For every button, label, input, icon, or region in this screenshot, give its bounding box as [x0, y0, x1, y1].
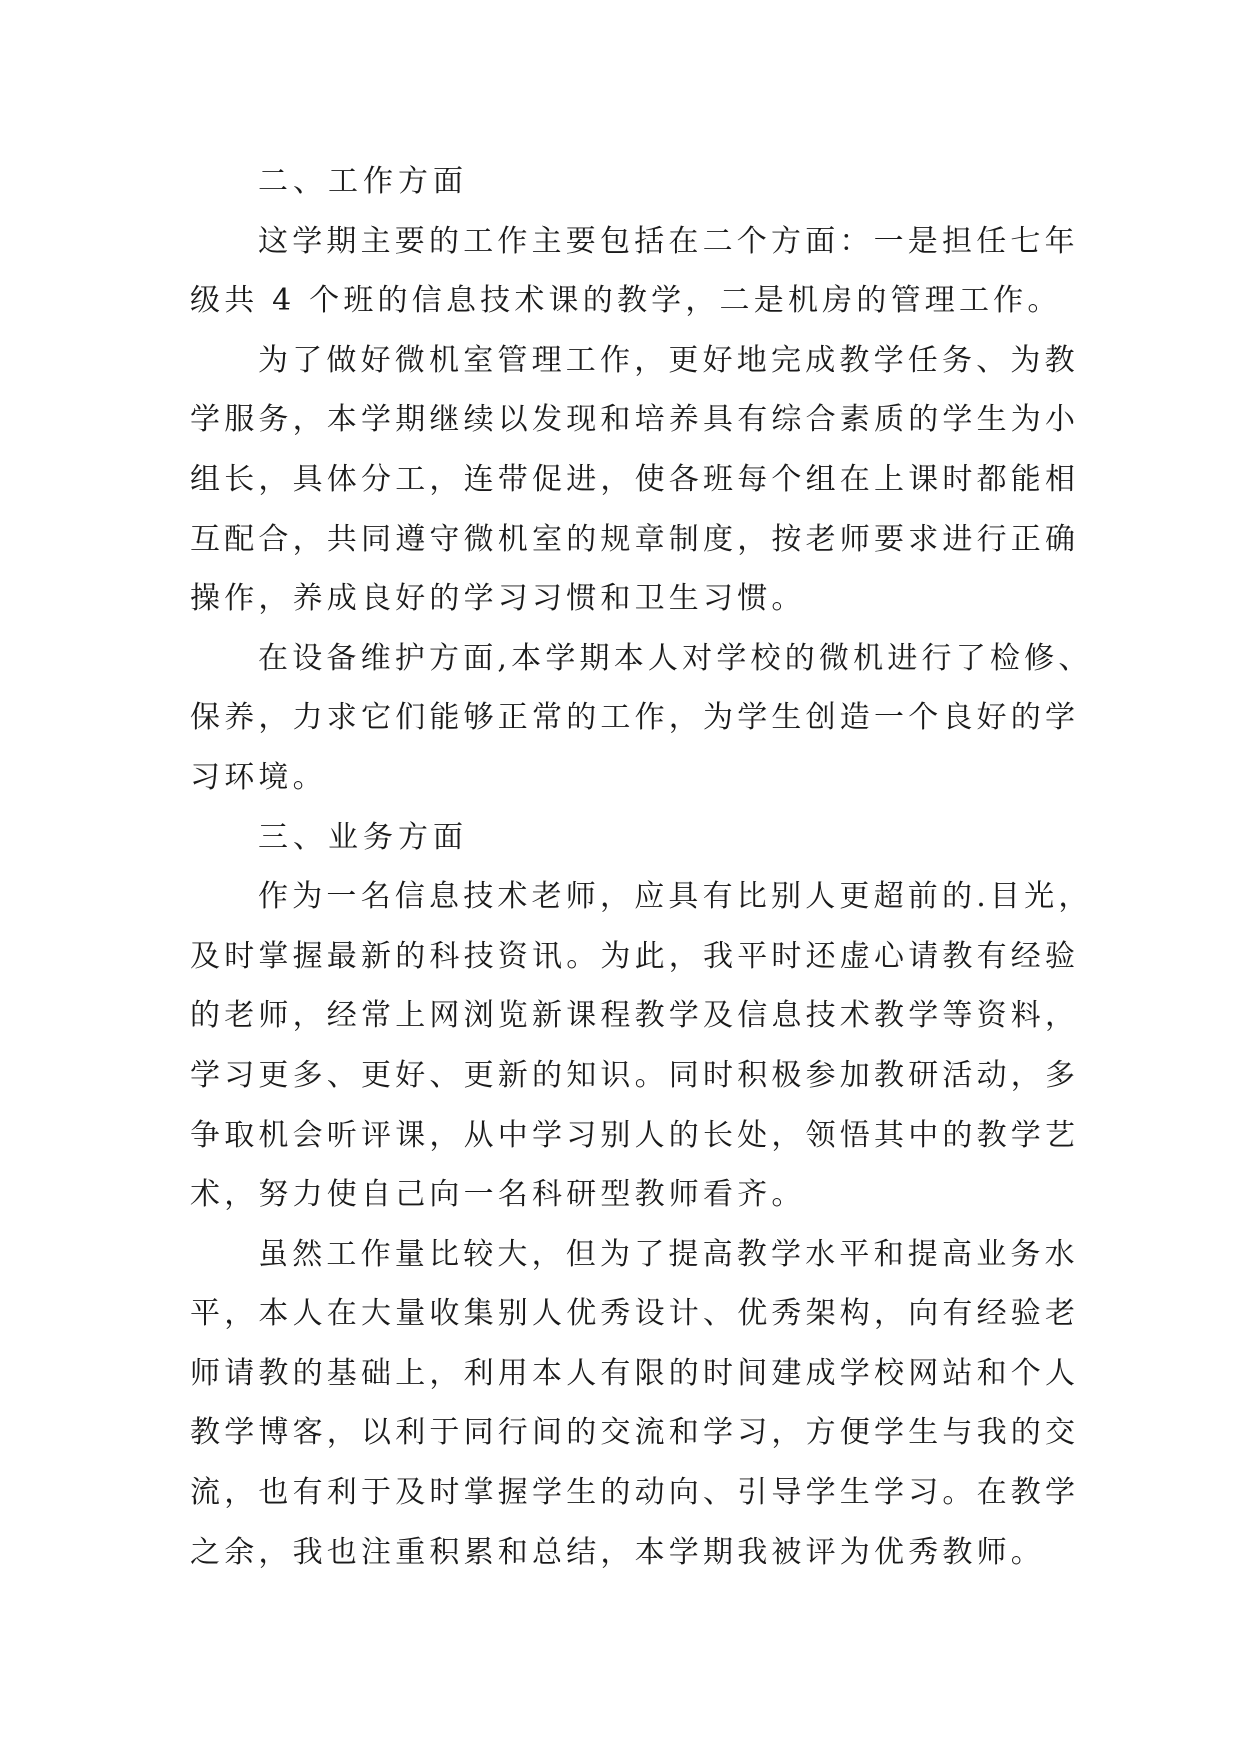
- paragraph-lab-management: [190, 331, 1080, 629]
- paragraph-line: 及时掌握最新的科技资讯。为此，我平时还虚心请教有经验: [190, 938, 1080, 974]
- paragraph-line: 师请教的基础上，利用本人有限的时间建成学校网站和个人: [190, 1355, 1080, 1391]
- paragraph-line: 习环境。: [190, 759, 327, 795]
- paragraph-line: 作为一名信息技术老师，应具有比别人更超前的.目光，: [258, 879, 1093, 915]
- paragraph-line: 这学期主要的工作主要包括在二个方面：一是担任七年: [258, 223, 1079, 259]
- heading-line: 三、业务方面: [258, 819, 468, 855]
- heading-line: 二、工作方面: [258, 164, 468, 199]
- paragraph-line: 争取机会听评课，从中学习别人的长处，领悟其中的教学艺: [190, 1117, 1080, 1153]
- paragraph-line: 的老师，经常上网浏览新课程教学及信息技术教学等资料，: [190, 998, 1080, 1034]
- paragraph-line: 平，本人在大量收集别人优秀设计、优秀架构，向有经验老: [190, 1296, 1080, 1332]
- paragraph-equipment-maintenance: [190, 629, 1093, 808]
- paragraph-work-scope: [190, 212, 1079, 331]
- paragraph-line: 级共 4 个班的信息技术课的教学，二是机房的管理工作。: [190, 283, 1062, 319]
- paragraph-line: 术，努力使自己向一名科研型教师看齐。: [190, 1177, 806, 1213]
- section-heading-work: [190, 152, 1052, 212]
- paragraph-line: 操作，养成良好的学习习惯和卫生习惯。: [190, 581, 806, 617]
- paragraph-line: 互配合，共同遵守微机室的规章制度，按老师要求进行正确: [190, 521, 1080, 557]
- paragraph-line: 虽然工作量比较大，但为了提高教学水平和提高业务水: [258, 1236, 1079, 1272]
- paragraph-line: 为了做好微机室管理工作，更好地完成教学任务、为教: [258, 342, 1079, 378]
- paragraph-line: 在设备维护方面,本学期本人对学校的微机进行了检修、: [258, 640, 1093, 676]
- paragraph-line: 教学博客，以利于同行间的交流和学习，方便学生与我的交: [190, 1415, 1080, 1451]
- paragraph-professional-learning: [190, 867, 1093, 1225]
- paragraph-website-and-blog: [190, 1225, 1080, 1583]
- paragraph-line: 组长，具体分工，连带促进，使各班每个组在上课时都能相: [190, 461, 1080, 497]
- paragraph-line: 之余，我也注重积累和总结，本学期我被评为优秀教师。: [190, 1534, 1045, 1570]
- document-page: [190, 152, 1093, 1582]
- paragraph-line: 学服务，本学期继续以发现和培养具有综合素质的学生为小: [190, 402, 1080, 438]
- section-heading-professional: [190, 808, 1052, 868]
- paragraph-line: 学习更多、更好、更新的知识。同时积极参加教研活动，多: [190, 1057, 1080, 1093]
- paragraph-line: 保养，力求它们能够正常的工作，为学生创造一个良好的学: [190, 700, 1080, 736]
- paragraph-line: 流，也有利于及时掌握学生的动向、引导学生学习。在教学: [190, 1475, 1080, 1511]
